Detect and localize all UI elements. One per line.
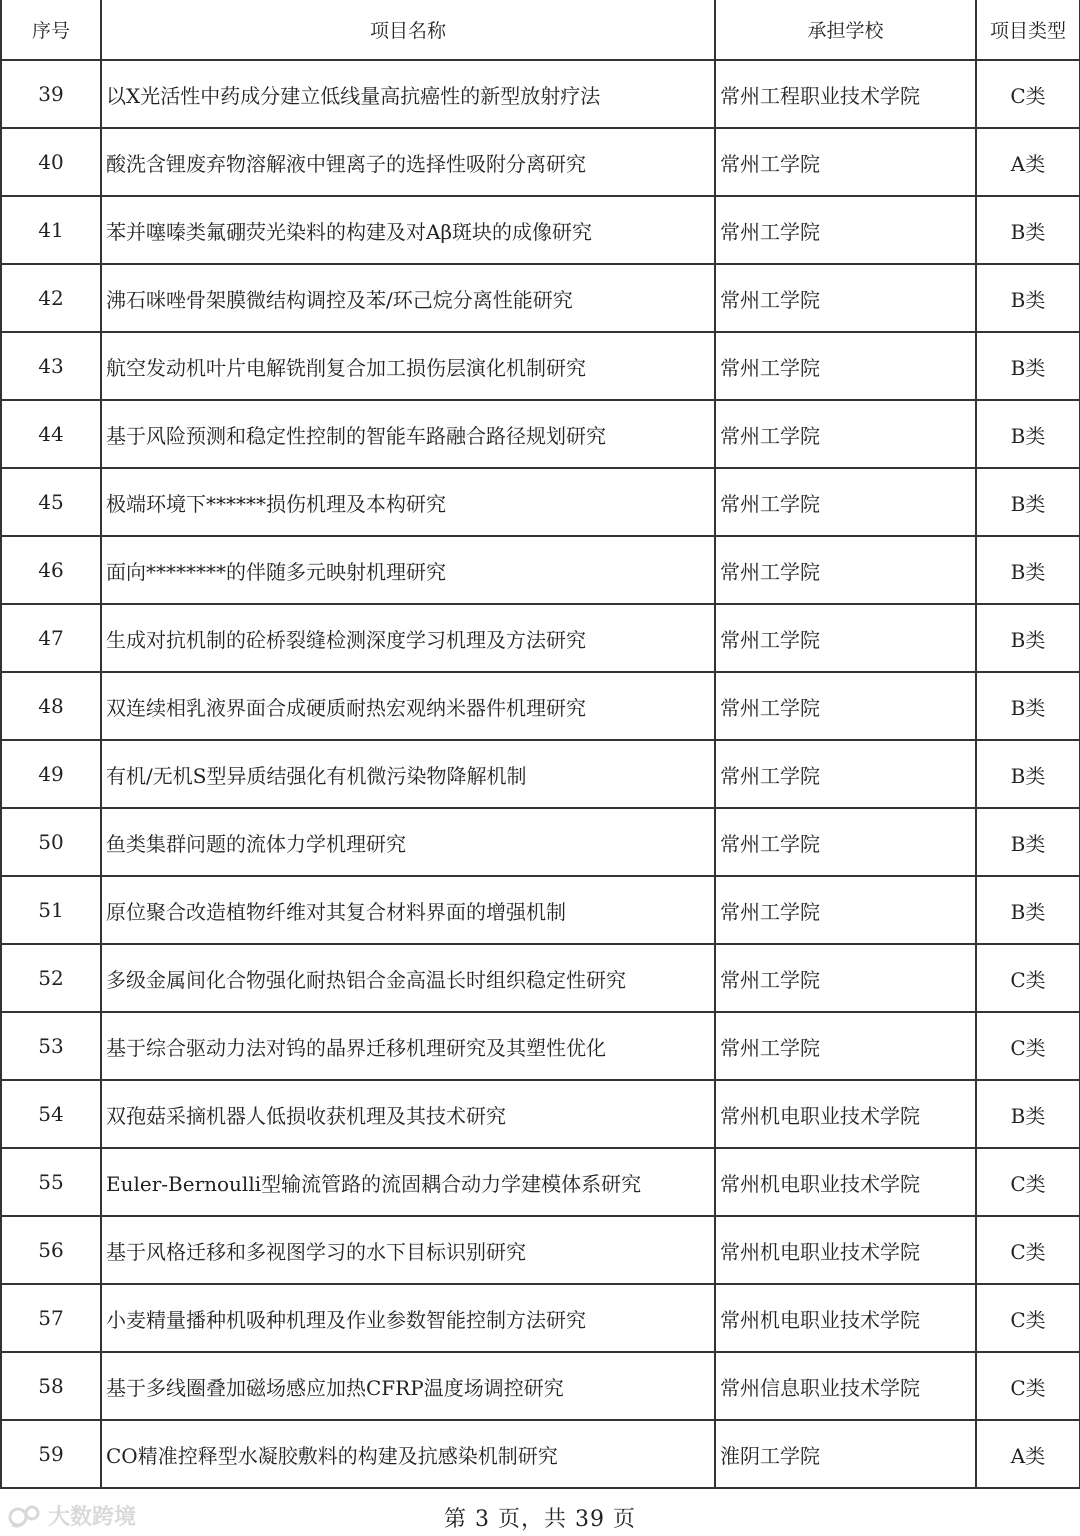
cell-project-type: C类 <box>976 1284 1080 1352</box>
cell-num: 59 <box>1 1420 101 1488</box>
cell-project-type: B类 <box>976 672 1080 740</box>
cell-school: 常州工学院 <box>715 264 976 332</box>
table-header-row <box>1 0 1080 60</box>
cell-project-name: 有机/无机S型异质结强化有机微污染物降解机制 <box>101 740 715 808</box>
table-row <box>1 60 1080 128</box>
table-row <box>1 604 1080 672</box>
header-school: 承担学校 <box>715 0 976 60</box>
cell-school: 常州机电职业技术学院 <box>715 1080 976 1148</box>
cell-school: 常州工学院 <box>715 672 976 740</box>
cell-project-name: 双连续相乳液界面合成硬质耐热宏观纳米器件机理研究 <box>101 672 715 740</box>
cell-num: 53 <box>1 1012 101 1080</box>
cell-project-name: 基于风险预测和稳定性控制的智能车路融合路径规划研究 <box>101 400 715 468</box>
cell-school: 常州工学院 <box>715 332 976 400</box>
cell-project-name: 航空发动机叶片电解铣削复合加工损伤层演化机制研究 <box>101 332 715 400</box>
cell-project-name: 基于风格迁移和多视图学习的水下目标识别研究 <box>101 1216 715 1284</box>
cell-num: 42 <box>1 264 101 332</box>
table-row <box>1 1284 1080 1352</box>
cell-project-name: CO精准控释型水凝胶敷料的构建及抗感染机制研究 <box>101 1420 715 1488</box>
cell-num: 50 <box>1 808 101 876</box>
table-row <box>1 468 1080 536</box>
cell-project-name: 面向********的伴随多元映射机理研究 <box>101 536 715 604</box>
cell-school: 常州工学院 <box>715 536 976 604</box>
cell-project-name: 小麦精量播种机吸种机理及作业参数智能控制方法研究 <box>101 1284 715 1352</box>
cell-school: 常州工学院 <box>715 604 976 672</box>
table-row <box>1 1148 1080 1216</box>
cell-project-type: B类 <box>976 264 1080 332</box>
cell-project-name: 基于综合驱动力法对钨的晶界迁移机理研究及其塑性优化 <box>101 1012 715 1080</box>
header-name: 项目名称 <box>101 0 715 60</box>
cell-project-type: C类 <box>976 1148 1080 1216</box>
cell-num: 48 <box>1 672 101 740</box>
table-row <box>1 672 1080 740</box>
cell-num: 51 <box>1 876 101 944</box>
cell-num: 45 <box>1 468 101 536</box>
cell-num: 56 <box>1 1216 101 1284</box>
cell-project-name: 以X光活性中药成分建立低线量高抗癌性的新型放射疗法 <box>101 60 715 128</box>
cell-num: 55 <box>1 1148 101 1216</box>
cell-num: 40 <box>1 128 101 196</box>
cell-project-type: C类 <box>976 1352 1080 1420</box>
cell-num: 44 <box>1 400 101 468</box>
cell-school: 常州工学院 <box>715 400 976 468</box>
cell-school: 常州工学院 <box>715 876 976 944</box>
cell-school: 常州机电职业技术学院 <box>715 1216 976 1284</box>
table-row <box>1 1420 1080 1488</box>
cell-project-name: 极端环境下******损伤机理及本构研究 <box>101 468 715 536</box>
cell-num: 47 <box>1 604 101 672</box>
cell-school: 常州机电职业技术学院 <box>715 1284 976 1352</box>
table-row <box>1 264 1080 332</box>
cell-project-type: B类 <box>976 536 1080 604</box>
table-row <box>1 740 1080 808</box>
watermark-text: 大数跨境 <box>48 1505 137 1530</box>
table-row <box>1 1216 1080 1284</box>
cell-project-type: B类 <box>976 876 1080 944</box>
table-row <box>1 944 1080 1012</box>
cell-school: 常州工学院 <box>715 128 976 196</box>
cell-project-type: C类 <box>976 1012 1080 1080</box>
cell-school: 常州工学院 <box>715 944 976 1012</box>
cell-project-type: A类 <box>976 128 1080 196</box>
cell-school: 常州机电职业技术学院 <box>715 1148 976 1216</box>
table-body <box>1 60 1080 1488</box>
cell-num: 43 <box>1 332 101 400</box>
cell-school: 常州工学院 <box>715 468 976 536</box>
cell-project-name: 鱼类集群问题的流体力学机理研究 <box>101 808 715 876</box>
cell-project-name: 原位聚合改造植物纤维对其复合材料界面的增强机制 <box>101 876 715 944</box>
table-row <box>1 332 1080 400</box>
cell-project-type: C类 <box>976 944 1080 1012</box>
cell-num: 39 <box>1 60 101 128</box>
table-row <box>1 536 1080 604</box>
table-row <box>1 1080 1080 1148</box>
cell-school: 常州工学院 <box>715 196 976 264</box>
cell-school: 常州工学院 <box>715 808 976 876</box>
cell-num: 58 <box>1 1352 101 1420</box>
cell-project-type: B类 <box>976 740 1080 808</box>
table-row <box>1 196 1080 264</box>
cell-num: 46 <box>1 536 101 604</box>
cell-project-type: B类 <box>976 400 1080 468</box>
cell-project-name: 基于多线圈叠加磁场感应加热CFRP温度场调控研究 <box>101 1352 715 1420</box>
cell-project-name: 沸石咪唑骨架膜微结构调控及苯/环己烷分离性能研究 <box>101 264 715 332</box>
cell-school: 常州工学院 <box>715 1012 976 1080</box>
cell-project-name: 酸洗含锂废弃物溶解液中锂离子的选择性吸附分离研究 <box>101 128 715 196</box>
cell-project-type: B类 <box>976 604 1080 672</box>
cell-project-type: B类 <box>976 468 1080 536</box>
cell-project-name: 双孢菇采摘机器人低损收获机理及其技术研究 <box>101 1080 715 1148</box>
cell-project-type: C类 <box>976 1216 1080 1284</box>
cell-num: 41 <box>1 196 101 264</box>
table-row <box>1 400 1080 468</box>
cell-num: 49 <box>1 740 101 808</box>
cell-project-name: 生成对抗机制的砼桥裂缝检测深度学习机理及方法研究 <box>101 604 715 672</box>
cell-num: 52 <box>1 944 101 1012</box>
cell-project-type: B类 <box>976 332 1080 400</box>
table-row <box>1 1012 1080 1080</box>
table-row <box>1 876 1080 944</box>
header-type: 项目类型 <box>976 0 1080 60</box>
table-row <box>1 808 1080 876</box>
cell-project-type: C类 <box>976 60 1080 128</box>
cell-num: 57 <box>1 1284 101 1352</box>
table-row <box>1 1352 1080 1420</box>
cell-school: 常州工程职业技术学院 <box>715 60 976 128</box>
page-footer: 第 3 页，共 39 页 <box>444 1507 636 1532</box>
cell-project-type: B类 <box>976 808 1080 876</box>
cell-project-name: 苯并噻嗪类氟硼荧光染料的构建及对Aβ斑块的成像研究 <box>101 196 715 264</box>
cell-school: 常州工学院 <box>715 740 976 808</box>
cell-project-name: Euler-Bernoulli型输流管路的流固耦合动力学建模体系研究 <box>101 1148 715 1216</box>
cell-project-type: B类 <box>976 1080 1080 1148</box>
table-row <box>1 128 1080 196</box>
header-num: 序号 <box>1 0 101 60</box>
cell-school: 淮阴工学院 <box>715 1420 976 1488</box>
cell-num: 54 <box>1 1080 101 1148</box>
cell-project-type: B类 <box>976 196 1080 264</box>
cell-school: 常州信息职业技术学院 <box>715 1352 976 1420</box>
cell-project-type: A类 <box>976 1420 1080 1488</box>
cell-project-name: 多级金属间化合物强化耐热铝合金高温长时组织稳定性研究 <box>101 944 715 1012</box>
